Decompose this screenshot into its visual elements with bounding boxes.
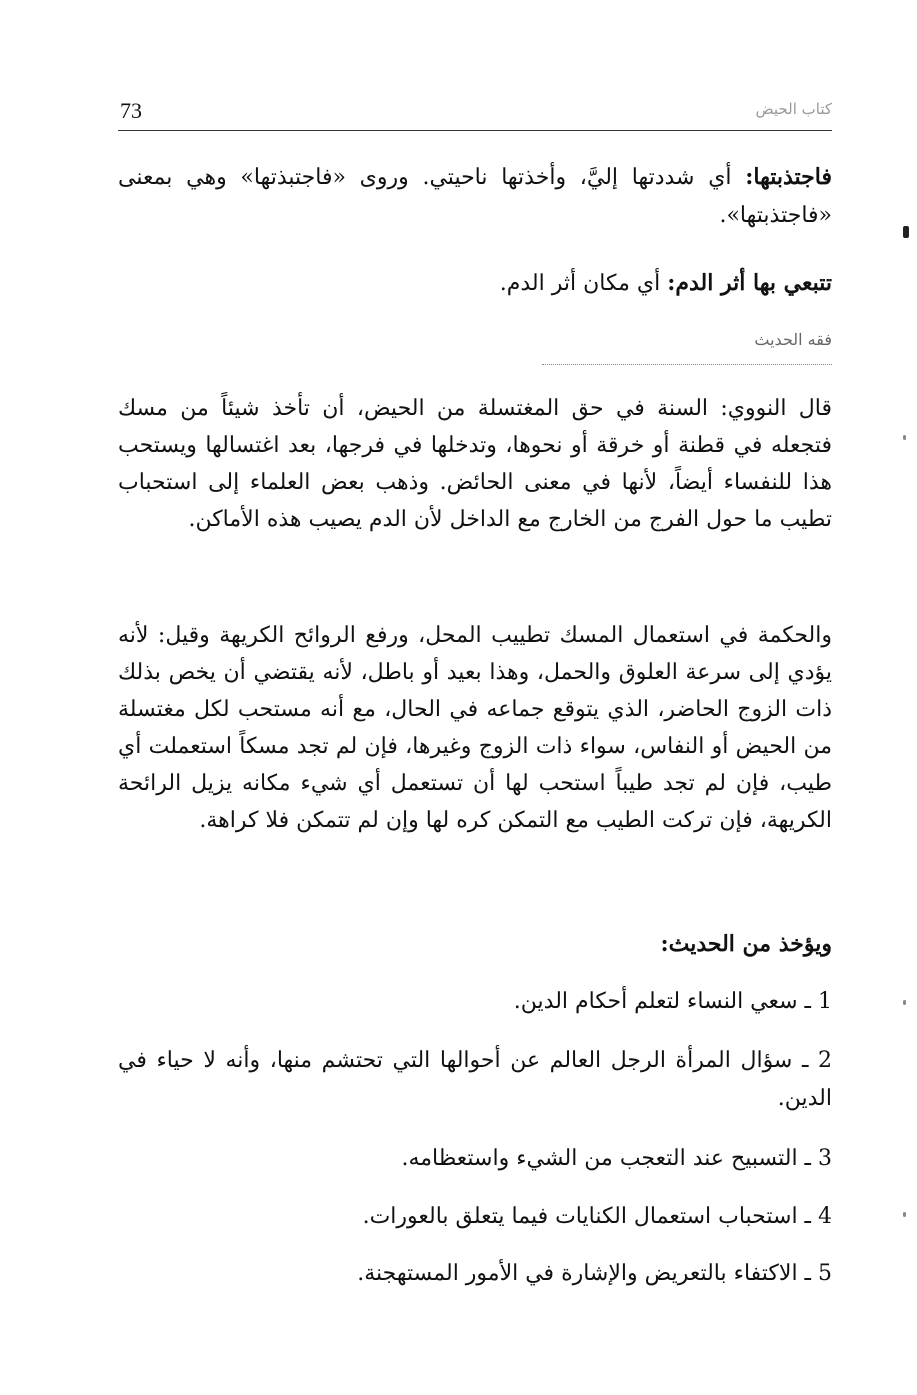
glossary-term: تتبعي بها أثر الدم: [667, 270, 832, 296]
list-item: 4 ـ استحباب استعمال الكنايات فيما يتعلق بالعورات. [362, 1204, 832, 1229]
glossary-term: فاجتذبتها: [745, 164, 832, 190]
page-number: 73 [120, 98, 142, 123]
glossary-entry-1 [118, 158, 832, 235]
glossary-entry-2 [118, 264, 832, 303]
margin-mark [903, 1212, 906, 1217]
list-item: 1 ـ سعي النساء لتعلم أحكام الدين. [513, 989, 832, 1014]
paragraph: والحكمة في استعمال المسك تطييب المحل، ورفع الروائح الكريهة وقيل: لأنه يؤدي إلى سرعة العلوق والحمل، وهذا بعيد أو باطل، لأنه يقتضي أن يخص بذلك ذات الزوج الحاضر، الذي يتوقع جماعه في الحال، مع أنه مستحب لكل مغتسلة من الحيض أو النفاس، سواء ذات الزوج وغيرها، فإن لم تجد مسكاً استعملت أي طيب، فإن لم تجد طيباً استحب لها أن تستعمل أي شيء مكانه يزيل الرائحة الكريهة، فإن تركت الطيب مع التمكن كره لها وإن لم تتمكن فلا كراهة. [118, 623, 833, 833]
glossary-text: أي شددتها إليَّ، وأخذتها ناحيتي. وروى «فاجتبذتها» وهي بمعنى «فاجتذبتها». [118, 165, 832, 228]
margin-mark [903, 1000, 906, 1005]
lessons-heading: ويؤخذ من الحديث: [660, 931, 832, 957]
margin-mark [903, 435, 906, 440]
list-item: 5 ـ الاكتفاء بالتعريض والإشارة في الأمور المستهجنة. [357, 1261, 832, 1286]
margin-mark [903, 226, 909, 238]
section-title: فقه الحديث [542, 330, 832, 365]
paragraph: قال النووي: السنة في حق المغتسلة من الحيض، أن تأخذ شيئاً من مسك فتجعله في قطنة أو خرقة أو نحوها، وتدخلها في فرجها، بعد اغتسالها ويستحب هذا للنفساء أيضاً، لأنها في معنى الحائض. وذهب بعض العلماء إلى استحباب تطيب ما حول الفرج من الخارج مع الداخل لأن الدم يصيب هذه الأماكن. [118, 396, 832, 532]
glossary-text: أي مكان أثر الدم. [499, 271, 668, 296]
list-item: 3 ـ التسبيح عند التعجب من الشيء واستعظامه. [401, 1146, 832, 1171]
list-item: 2 ـ سؤال المرأة الرجل العالم عن أحوالها التي تحتشم منها، وأنه لا حياء في الدين. [118, 1048, 832, 1111]
page-header [118, 88, 832, 131]
running-title: كتاب الحيض [755, 100, 832, 118]
